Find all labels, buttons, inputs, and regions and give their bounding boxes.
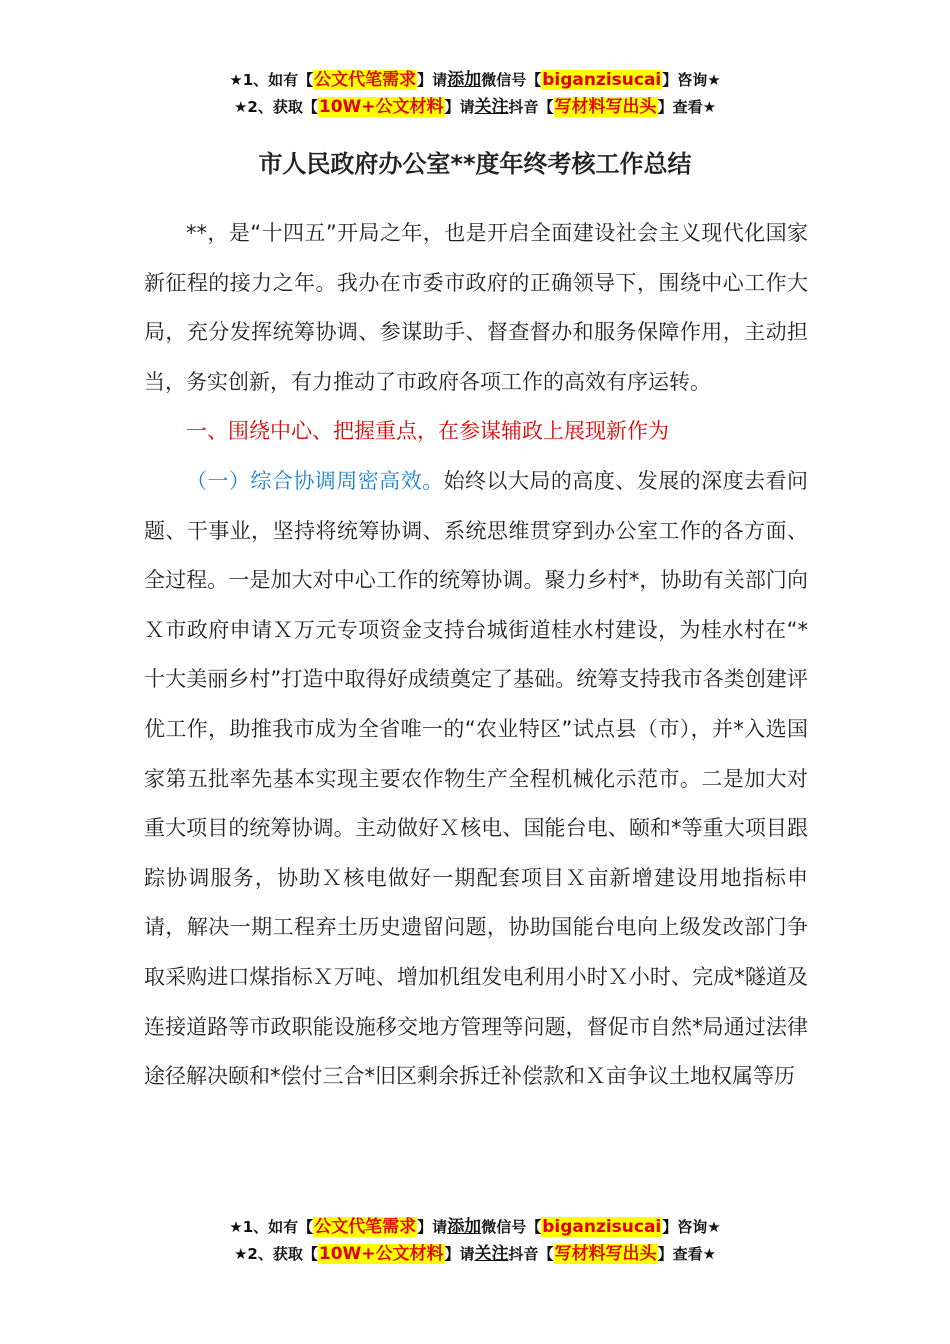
promo-text: 】请: [444, 1245, 475, 1263]
promo-underline: 添加: [447, 1217, 482, 1237]
promo-highlight: 10W+公文材料: [318, 97, 444, 117]
promo-banner-bottom: [0, 1214, 950, 1268]
promo-highlight: 公文代笔需求: [314, 70, 417, 90]
promo-text: 】查看★: [657, 98, 717, 116]
promo-highlight: 10W+公文材料: [318, 1244, 444, 1264]
section-heading: 一、围绕中心、把握重点，在参谋辅政上展现新作为: [186, 419, 669, 444]
promo-text: ★2、获取【: [233, 1245, 318, 1263]
promo-highlight: 公文代笔需求: [314, 1217, 417, 1237]
promo-text: 】咨询★: [662, 71, 721, 89]
promo-text: 】咨询★: [662, 1218, 721, 1236]
promo-text: 抖音【: [508, 98, 554, 116]
promo-text: 】请: [417, 71, 448, 89]
subsection-body: 始终以大局的高度、发展的深度去看问题、干事业，坚持将统筹协调、系统思维贯穿到办公室工作的各方面、全过程。一是加大对中心工作的统筹协调。聚力乡村*，协助有关部门向Ｘ市政府申请Ｘ万元专项资金支持台城街道桂水村建设，为桂水村在“*十大美丽乡村”打造中取得好成绩奠定了基础。统筹支持我市各类创建评优工作，助推我市成为全省唯一的“农业特区”试点县（市），并*入选国家第五批率先基本实现主要农作物生产全程机械化示范市。二是加大对重大项目的统筹协调。主动做好Ｘ核电、国能台电、颐和*等重大项目跟踪协调服务，协助Ｘ核电做好一期配套项目Ｘ亩新增建设用地指标申请，解决一期工程弃土历史遗留问题，协助国能台电向上级发改部门争取采购进口煤指标Ｘ万吨、增加机组发电利用小时Ｘ小时、完成*隧道及连接道路等市政职能设施移交地方管理等问题，督促市自然*局通过法律途径解决颐和*偿付三合*旧区剩余拆迁补偿款和Ｘ亩争议土地权属等历: [144, 468, 809, 1089]
promo-highlight: 写材料写出头: [554, 97, 657, 117]
promo-text: 】请: [417, 1218, 448, 1236]
promo-banner-top: [0, 67, 950, 121]
intro-paragraph: **，是“十四五”开局之年，也是开启全面建设社会主义现代化国家新征程的接力之年。我办在市委市政府的正确领导下，围绕中心工作大局，充分发挥统筹协调、参谋助手、督查督办和服务保障作用，主动担当，务实创新，有力推动了市政府各项工作的高效有序运转。: [144, 221, 808, 394]
promo-line-2: [0, 1241, 950, 1268]
promo-line-1: [0, 67, 950, 94]
promo-underline: 关注: [474, 1244, 509, 1264]
promo-highlight: 写材料写出头: [554, 1244, 657, 1264]
subsection-paragraph: [144, 457, 808, 1102]
promo-underline: 添加: [447, 70, 482, 90]
promo-text: 抖音【: [508, 1245, 554, 1263]
promo-text: 】请: [444, 98, 475, 116]
promo-line-2: [0, 94, 950, 121]
promo-text: 微信号【: [481, 1218, 542, 1236]
promo-text: ★1、如有【: [229, 1218, 314, 1236]
promo-text: ★1、如有【: [229, 71, 314, 89]
promo-text: 微信号【: [481, 71, 542, 89]
promo-text: ★2、获取【: [233, 98, 318, 116]
document-body: [144, 209, 808, 1102]
promo-underline: 关注: [474, 97, 509, 117]
promo-text: 】查看★: [657, 1245, 717, 1263]
document-title: 市人民政府办公室**度年终考核工作总结: [258, 150, 692, 178]
promo-highlight: biganzisucai: [542, 70, 662, 90]
subsection-heading: （一）综合协调周密高效。: [186, 468, 444, 493]
promo-line-1: [0, 1214, 950, 1241]
promo-highlight: biganzisucai: [542, 1217, 662, 1237]
